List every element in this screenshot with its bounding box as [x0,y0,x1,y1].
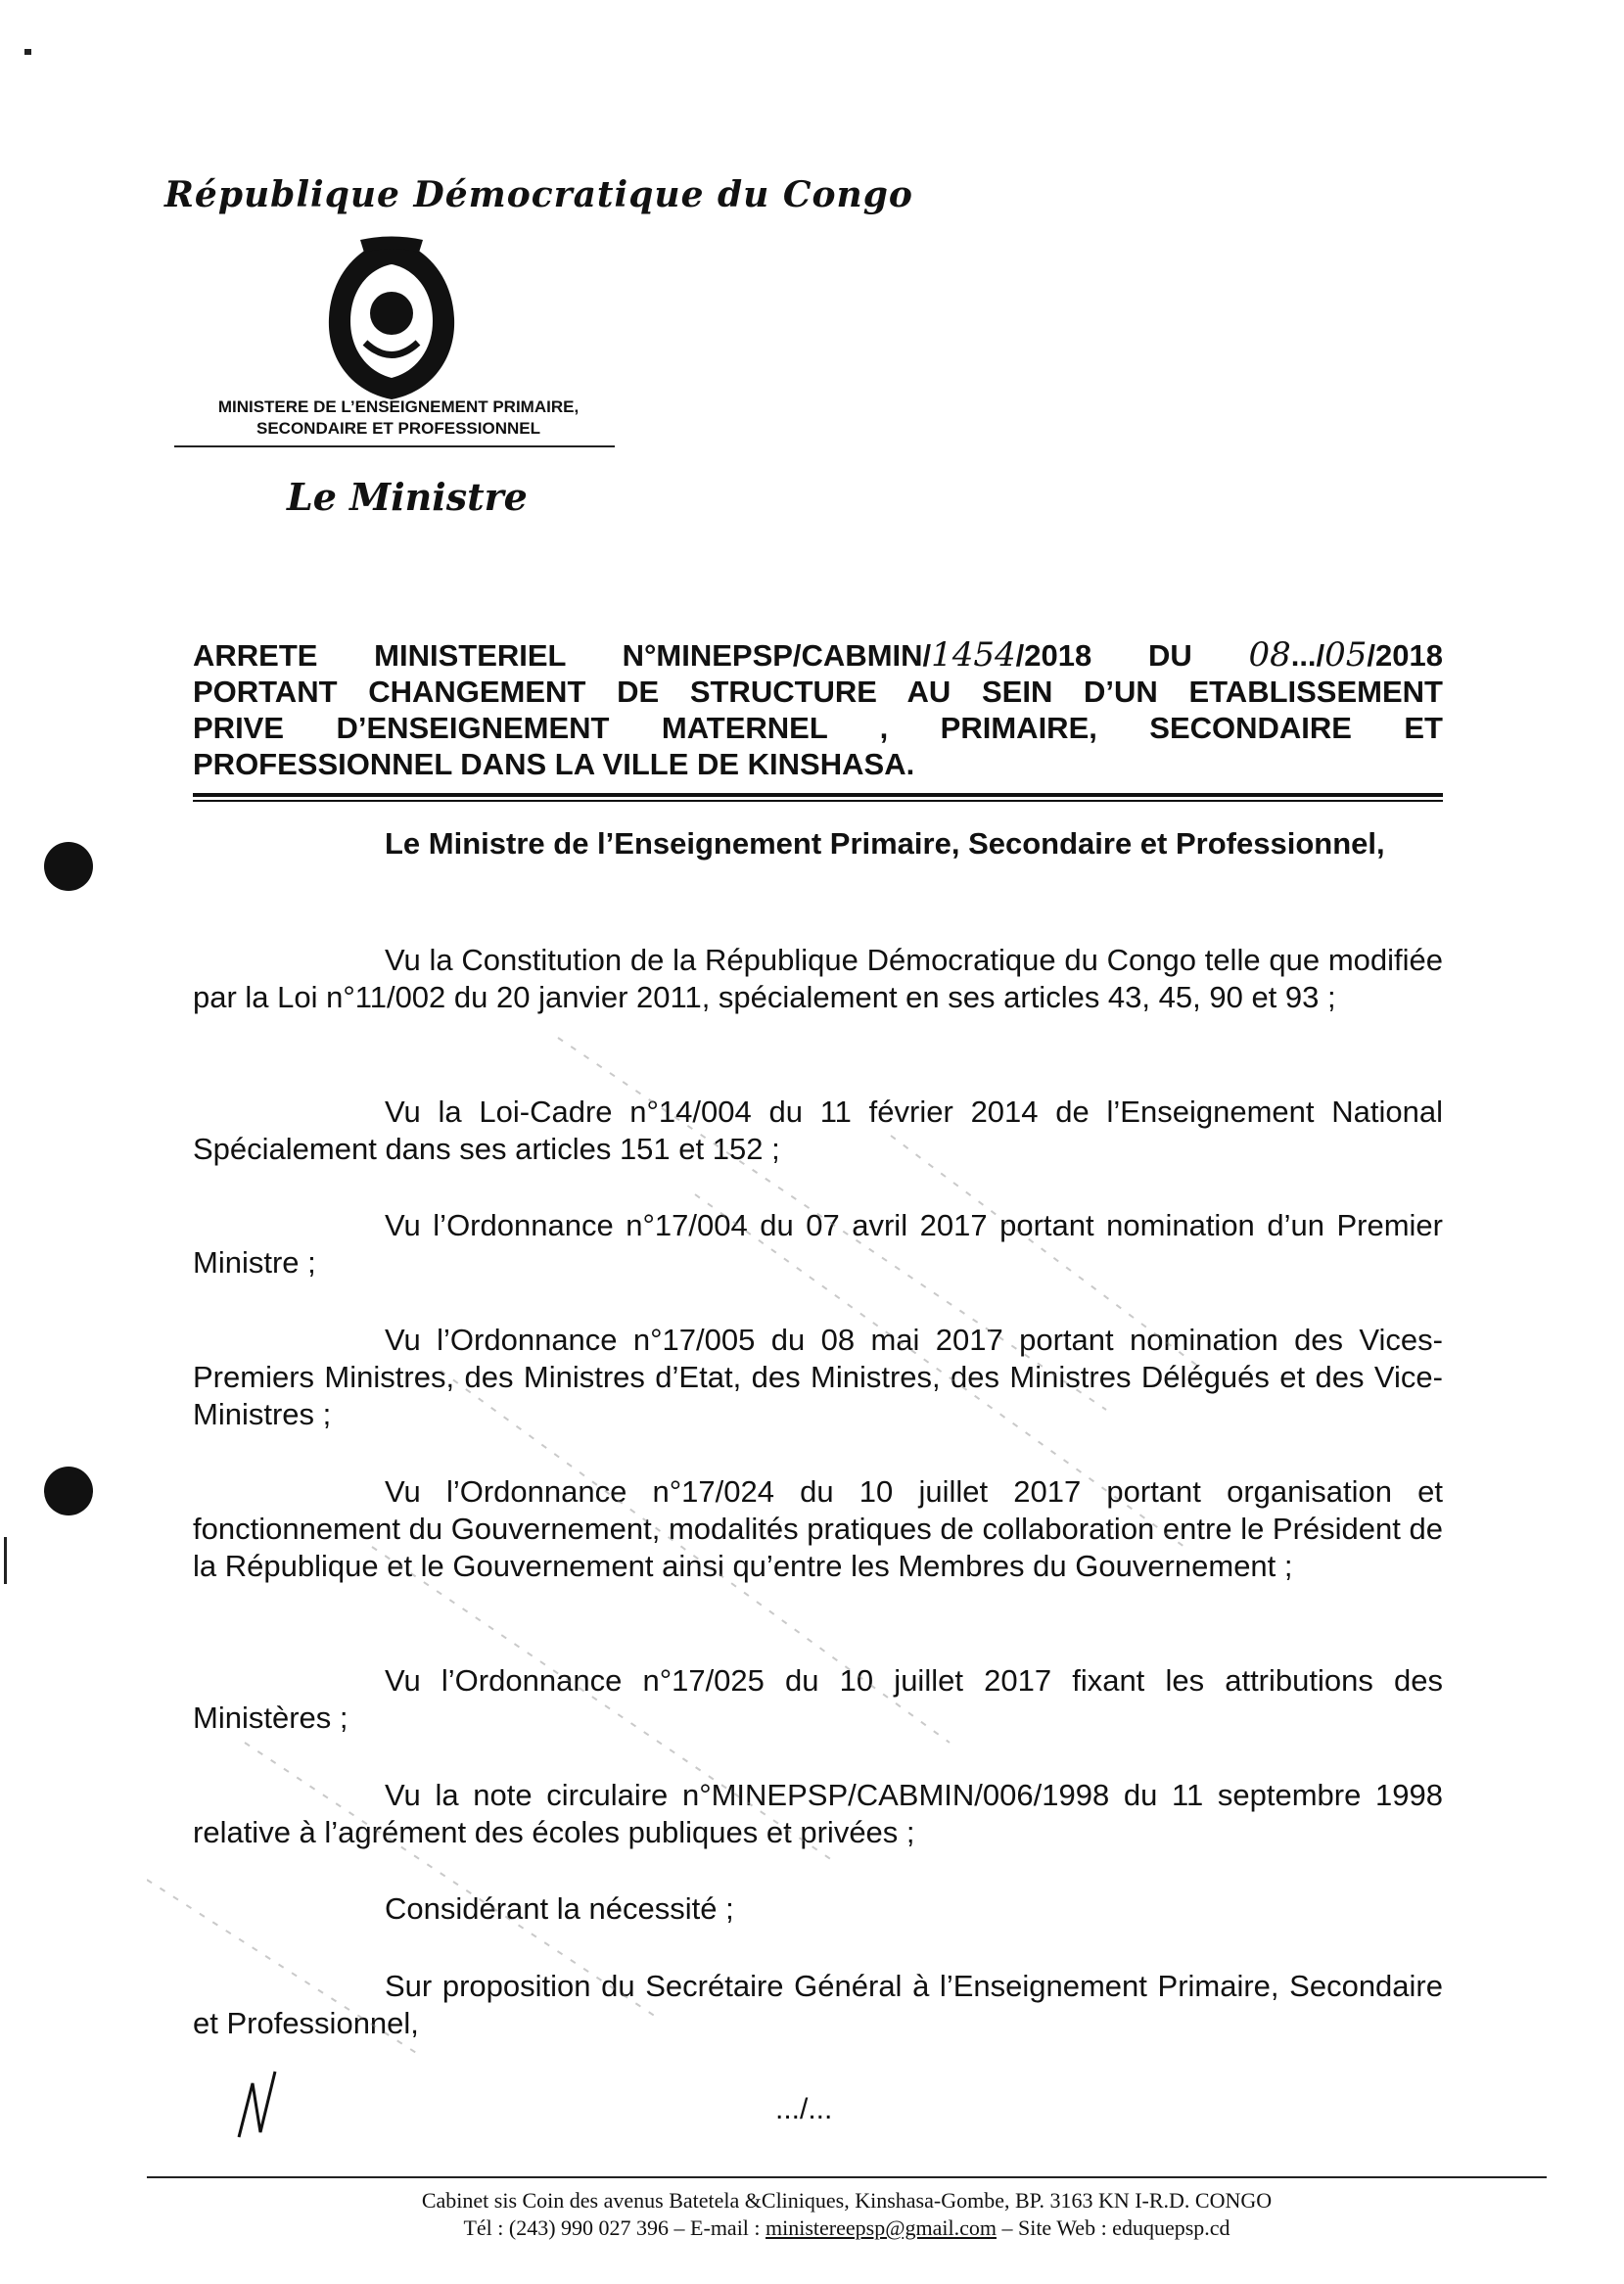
scan-mark [24,49,31,55]
paragraph-ordonnance-17-025: Vu l’Ordonnance n°17/025 du 10 juillet 2017 fixant les attributions des Ministères ; [193,1663,1443,1735]
title-line1 [193,637,1443,674]
decree-year: /2018 [1015,638,1092,673]
decree-ref-prefix: ARRETE MINISTERIEL N°MINEPSP/CABMIN/ [193,638,932,673]
decree-title [193,637,1443,782]
title-divider-thin [193,800,1443,802]
date-year: /2018 [1367,638,1443,673]
paragraph-considerant: Considérant la nécessité ; [385,1891,734,1926]
paragraph-ordonnance-17-005: Vu l’Ordonnance n°17/005 du 08 mai 2017 portant nomination des Vices-Premiers Ministres, des Ministres d’Etat, des Ministres, des Ministres Délégués et des Vice-Ministres ; [193,1323,1443,1431]
paragraph-proposition: Sur proposition du Secrétaire Général à l’Enseignement Primaire, Secondaire et Professionnel, [193,1969,1443,2040]
handwritten-initial [231,2064,290,2142]
footer-address: Cabinet sis Coin des avenus Batetela &Cliniques, Kinshasa-Gombe, BP. 3163 KN I-R.D. CONGO [421,2188,1273,2213]
ministry-line2: SECONDAIRE ET PROFESSIONNEL [256,419,540,438]
coat-of-arms-icon [321,235,463,401]
date-day: 08 [1248,635,1291,675]
date-month: 05 [1324,635,1368,675]
title-line3: PRIVE D’ENSEIGNEMENT MATERNEL , PRIMAIRE, SECONDAIRE ET [193,711,1443,745]
footer-email-link[interactable]: ministereepsp@gmail.com [766,2215,997,2240]
footer-contact [147,2214,1547,2242]
title-line4: PROFESSIONNEL DANS LA VILLE DE KINSHASA. [193,747,915,781]
paragraph-loi-cadre: Vu la Loi-Cadre n°14/004 du 11 février 2014 de l’Enseignement National Spécialement dans ses articles 151 et 152 ; [193,1095,1443,1166]
title-line2: PORTANT CHANGEMENT DE STRUCTURE AU SEIN D’UN ETABLISSEMENT [193,675,1443,709]
scan-mark [4,1537,7,1584]
decree-number: 1454 [931,635,1016,675]
footer [147,2187,1547,2242]
paragraph-constitution: Vu la Constitution de la République Démocratique du Congo telle que modifiée par la Loi n°11/002 du 20 janvier 2011, spécialement en ses articles 43, 45, 90 et 93 ; [193,943,1443,1014]
ministry-divider [174,445,615,447]
opening-paragraph: Le Ministre de l’Enseignement Primaire, Secondaire et Professionnel, [385,826,1385,861]
page-continuation: .../... [775,2093,833,2125]
paragraph-ordonnance-17-004: Vu l’Ordonnance n°17/004 du 07 avril 2017 portant nomination d’un Premier Ministre ; [193,1208,1443,1280]
paragraph-ordonnance-17-024: Vu l’Ordonnance n°17/024 du 10 juillet 2017 portant organisation et fonctionnement du Gouvernement, modalités pratiques de collaboration entre le Président de la République et le Gouvernement ainsi qu’entre les Membres du Gouvernement ; [193,1474,1443,1583]
footer-website: – Site Web : eduquepsp.cd [996,2215,1230,2240]
date-separator: .../ [1290,638,1325,673]
ministry-name [178,396,619,440]
le-ministre-heading: Le Ministre [287,475,528,519]
paragraph-note-circulaire: Vu la note circulaire n°MINEPSP/CABMIN/006/1998 du 11 septembre 1998 relative à l’agrément des écoles publiques et privées ; [193,1778,1443,1849]
footer-divider [147,2176,1547,2178]
ministry-line1: MINISTERE DE L’ENSEIGNEMENT PRIMAIRE, [217,397,580,416]
du-label: DU [1147,638,1192,673]
republique-header: République Démocratique du Congo [164,174,913,215]
title-divider-thick [193,793,1443,797]
punch-hole [44,1467,93,1515]
punch-hole [44,842,93,891]
footer-tel: Tél : (243) 990 027 396 – E-mail : [463,2215,766,2240]
